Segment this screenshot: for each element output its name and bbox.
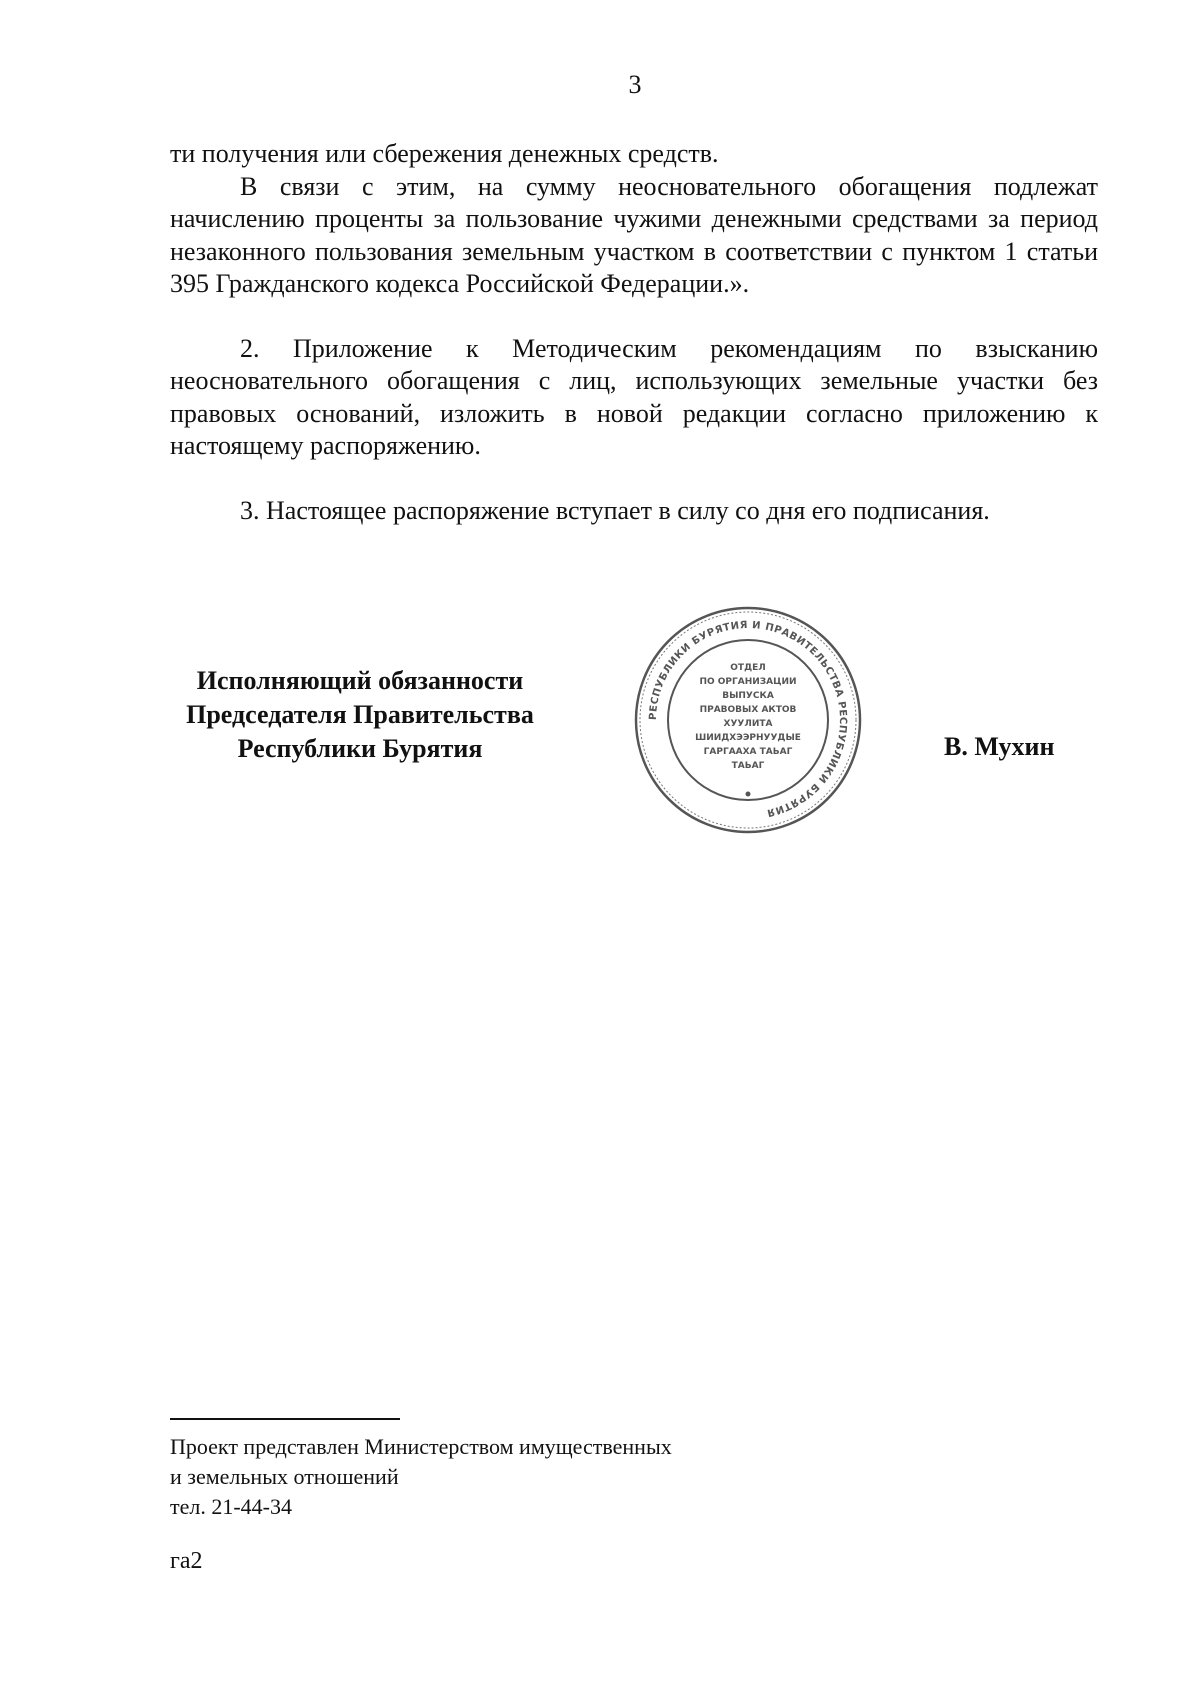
stamp-dot-icon (746, 792, 751, 797)
stamp-line-5: ХУУЛИТА (723, 719, 773, 729)
footnote-divider (170, 1418, 400, 1420)
stamp-line-2: ПО ОРГАНИЗАЦИИ (699, 677, 797, 687)
stamp-line-8: ТАЬАГ (731, 761, 765, 771)
stamp-line-3: ВЫПУСКА (722, 691, 774, 701)
signatory-position (160, 664, 560, 766)
footnote-phone: тел. 21-44-34 (170, 1494, 293, 1519)
signer-name: В. Мухин (944, 732, 1055, 761)
paragraph-item-2: 2. Приложение к Методическим рекомендациям по взысканию неосновательного обогащения с лиц, использующих земельные участки без правовых оснований, изложить в новой редакции согласно приложению к настоящему распоряжению. (170, 333, 1098, 460)
body-text (170, 138, 1098, 527)
stamp-line-4: ПРАВОВЫХ АКТОВ (699, 705, 797, 715)
footnote-line-1: Проект представлен Министерством имущественных (170, 1434, 672, 1459)
stamp-line-6: ШИИДХЭЭРНУУДЫЕ (695, 733, 801, 743)
footnote-line-2: и земельных отношений (170, 1464, 399, 1489)
footnote (170, 1432, 672, 1522)
paragraph-item-3: 3. Настоящее распоряжение вступает в силу со дня его подписания. (240, 495, 990, 525)
document-index-code: га2 (170, 1548, 203, 1574)
official-stamp (632, 604, 864, 836)
paragraph-interest: В связи с этим, на сумму неосновательного обогащения подлежат начислению проценты за пользование чужими денежными средствами за период незаконного пользования земельным участком в соответствии с пунктом 1 статьи 395 Гражданского кодекса Российской Федерации.». (170, 171, 1098, 298)
page-number: 3 (628, 70, 642, 99)
position-line-2: Председателя Правительства (186, 700, 534, 729)
stamp-ring-text: РЕСПУБЛИКИ БУРЯТИЯ И ПРАВИТЕЛЬСТВА РЕСПУБЛИКИ БУРЯТИЯ (647, 619, 849, 819)
position-line-1: Исполняющий обязанности (196, 666, 524, 695)
position-line-3: Республики Бурятия (237, 734, 483, 763)
stamp-line-1: ОТДЕЛ (730, 663, 766, 673)
paragraph-continuation: ти получения или сбережения денежных средств. (170, 139, 719, 168)
stamp-line-7: ГАРГААХА ТАЬАГ (703, 747, 793, 757)
